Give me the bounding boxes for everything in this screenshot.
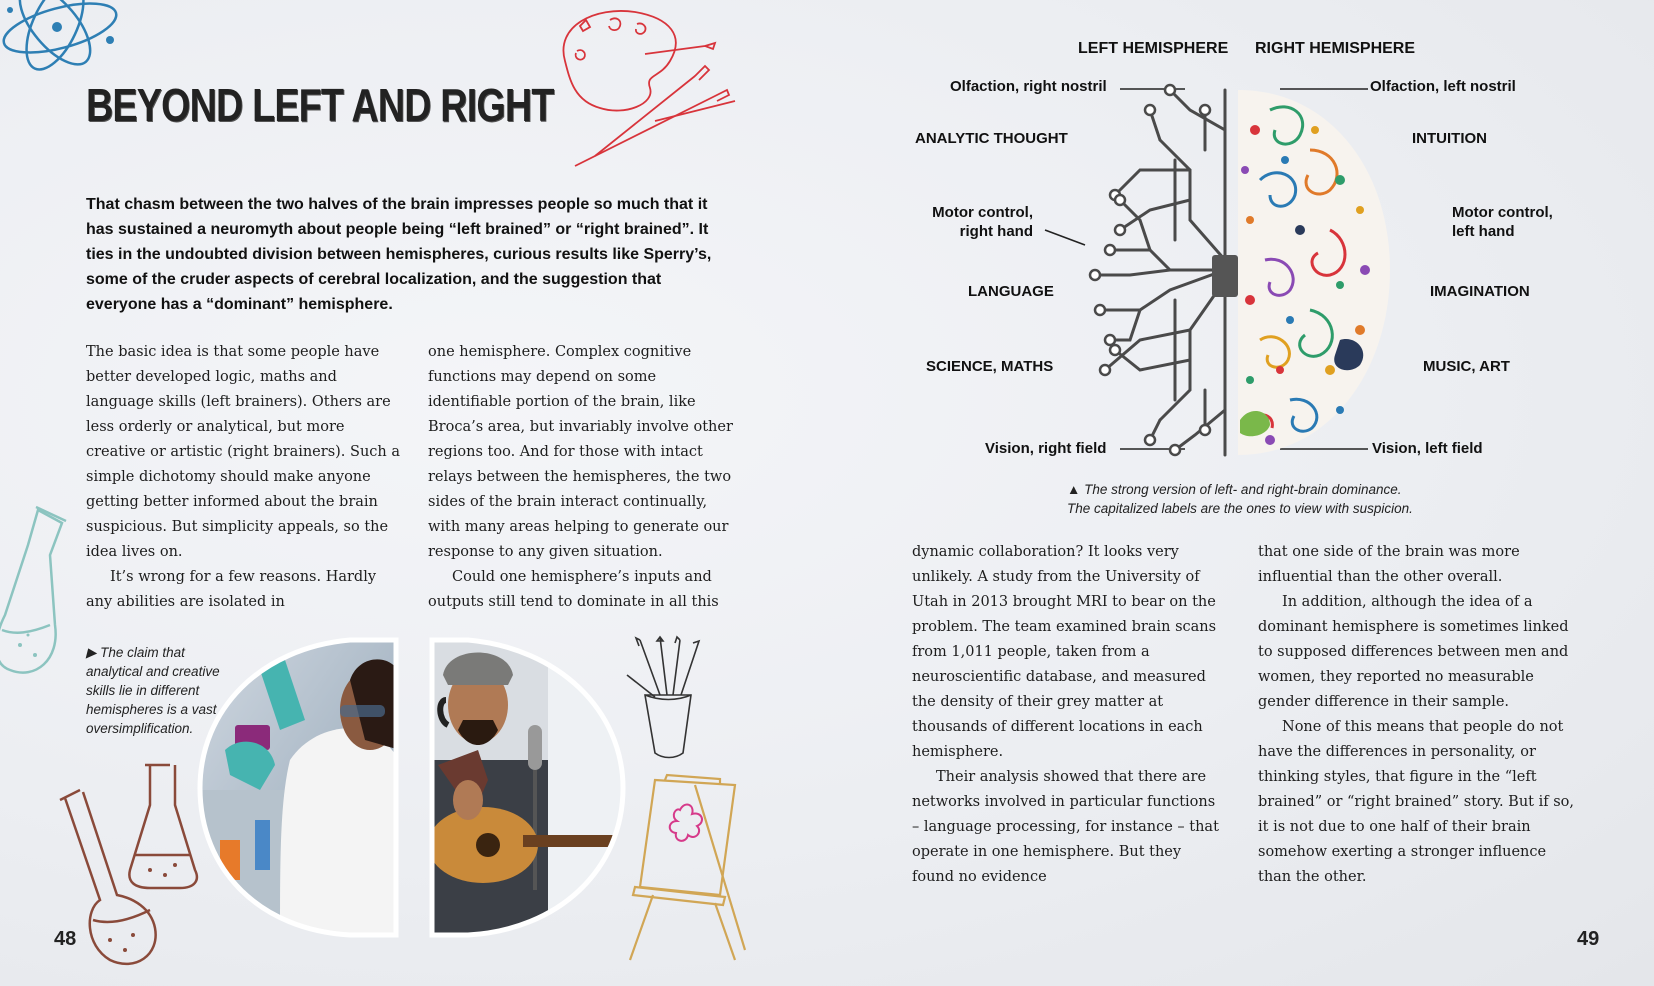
flasks-icon <box>55 760 205 975</box>
left-hemisphere-header: LEFT HEMISPHERE <box>1078 40 1229 57</box>
paragraph: dynamic collaboration? It looks very unlikely. A study from the University of Utah in 2013 brought MRI to bear on the problem. The team examined brain scans from 1,011 people, taken from a neuroscientific database, and measured the density of their grey matter at thousands of different locations in each hemisphere. <box>912 544 1217 760</box>
label-motor-control-left-hand <box>1452 203 1553 241</box>
diagram-caption <box>1067 480 1467 518</box>
intro-paragraph: That chasm between the two halves of the brain impresses people so much that it has sustained a neuromyth about people being “left brained” or “right brained”. It ties in the undoubted division between hemispheres, curious results like Sperry’s, some of the cruder aspects of cerebral localization, and the suggestion that everyone has a “dominant” hemisphere. <box>86 196 712 313</box>
body-column-4 <box>1258 540 1583 890</box>
paragraph: The basic idea is that some people have better developed logic, maths and language skills (left brainers). Others are less orderly or analytical, but more creative or artistic (right brainers). Such a simple dichotomy should make anyone getting better informed about the brain suspicious. But simplicity appeals, so the idea lives on. <box>86 344 401 560</box>
paragraph: Could one hemisphere’s inputs and outputs still tend to dominate in all this <box>428 569 719 610</box>
paint-palette-icon <box>555 6 755 181</box>
label-vision-left-field: Vision, left field <box>1372 440 1483 457</box>
body-column-2 <box>428 340 743 615</box>
flask-icon <box>0 505 70 680</box>
page-title: BEYOND LEFT AND RIGHT <box>86 79 554 131</box>
label-line: Motor control, <box>932 204 1033 221</box>
label-language: LANGUAGE <box>968 283 1054 300</box>
caption-line: ▲ The strong version of left- and right-brain dominance. <box>1067 482 1402 497</box>
label-music-art: MUSIC, ART <box>1423 358 1510 375</box>
paragraph: In addition, although the idea of a dominant hemisphere is sometimes linked to supposed differences between men and women, they reported no measurable gender difference in their sample. <box>1258 594 1569 710</box>
label-line: Motor control, <box>1452 204 1553 221</box>
caption-line: The capitalized labels are the ones to view with suspicion. <box>1067 501 1413 516</box>
page-number-right: 49 <box>1577 928 1600 950</box>
label-science-maths: SCIENCE, MATHS <box>926 358 1054 375</box>
easel-icon <box>625 775 775 965</box>
label-imagination: IMAGINATION <box>1430 283 1530 300</box>
label-line: right hand <box>959 223 1033 240</box>
right-hemisphere-header: RIGHT HEMISPHERE <box>1255 40 1416 57</box>
label-olfaction-left-nostril: Olfaction, left nostril <box>1370 78 1516 95</box>
atom-doodle-icon <box>0 0 125 80</box>
paragraph: None of this means that people do not have the differences in personality, or thinking styles, that figure in the “left brained” or “right brained” story. But if so, it is not due to one half of their brain somehow exerting a stronger influence than the other. <box>1258 719 1574 885</box>
paragraph: Their analysis showed that there are networks involved in particular functions – language processing, for instance – that operate in one hemisphere. But they found no evidence <box>912 769 1219 885</box>
label-intuition: INTUITION <box>1412 130 1487 147</box>
body-column-1 <box>86 340 401 615</box>
paragraph: one hemisphere. Complex cognitive functions may depend on some identifiable portion of the brain, like Broca’s area, but invariably involve other regions too. And for those with intact relays between the hemispheres, the two sides of the brain interact continually, with many areas helping to generate our response to any given situation. <box>428 344 733 560</box>
scientist-photo <box>200 640 400 935</box>
label-olfaction-right-nostril: Olfaction, right nostril <box>950 78 1107 95</box>
paragraph: It’s wrong for a few reasons. Hardly any abilities are isolated in <box>86 569 377 610</box>
paragraph: that one side of the brain was more influential than the other overall. <box>1258 544 1520 585</box>
musician-photo <box>428 640 628 935</box>
label-vision-right-field: Vision, right field <box>985 440 1107 457</box>
photo-caption: ▶ The claim that analytical and creative skills lie in different hemispheres is a vast oversimplification. <box>86 645 220 736</box>
brush-cup-icon <box>625 635 705 760</box>
body-column-3 <box>912 540 1227 890</box>
label-motor-control-right-hand <box>925 203 1033 241</box>
label-analytic-thought: ANALYTIC THOUGHT <box>915 130 1068 147</box>
label-line: left hand <box>1452 223 1515 240</box>
page-number-left: 48 <box>54 928 77 950</box>
brain-illustration <box>1040 70 1420 470</box>
